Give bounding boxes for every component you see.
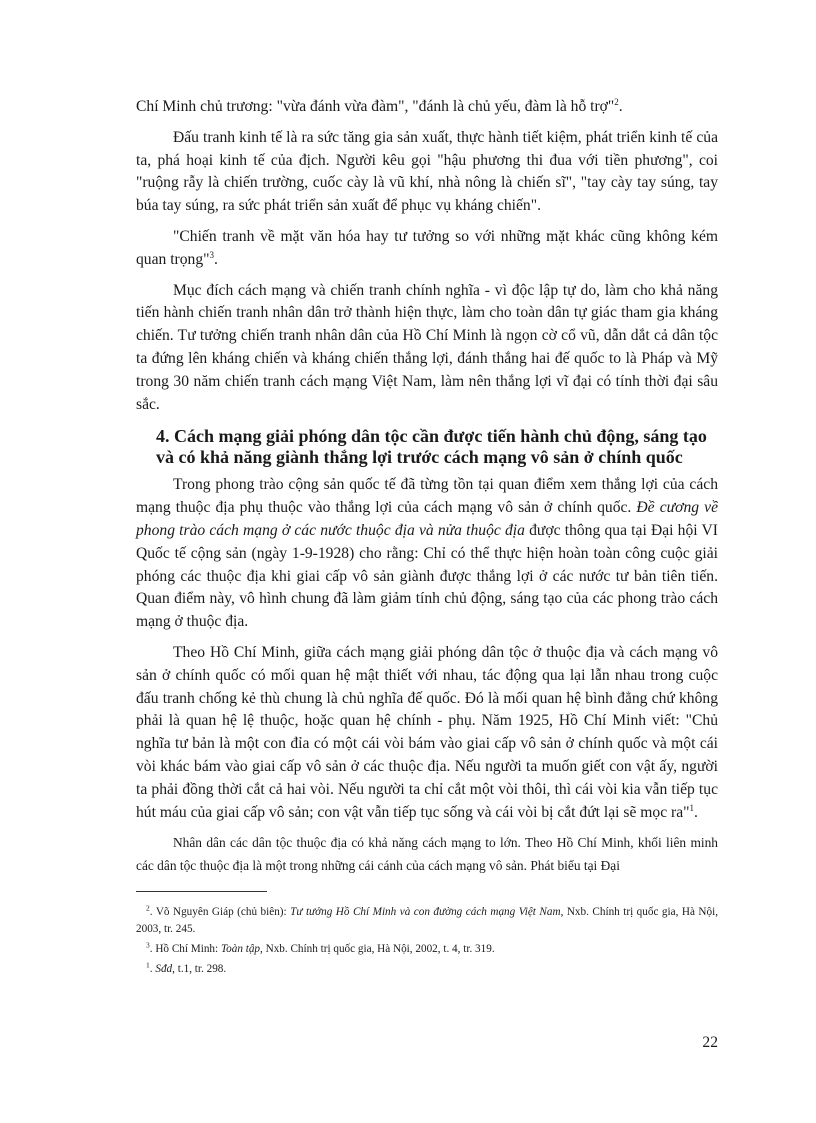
paragraph-5-text-b: được thông qua tại Đại hội VI Quốc tế cộng sản (ngày 1-9-1928) cho rằng: Chỉ có thể thực hiện hoàn toàn công cuộc giải phóng các thuộc địa khi giai cấp vô sản giành được thắng lợi ở các nước tư bản tiên tiến. Quan điểm này, vô hình chung đã làm giảm tính chủ động, sáng tạo của các phong trào cách mạng ở thuộc địa. (136, 521, 718, 631)
footnote-text: . Võ Nguyên Giáp (chủ biên): (149, 906, 291, 919)
footnote-2 (136, 904, 718, 938)
footnote-number: 2 (146, 903, 150, 913)
footnote-italic: Tư tưởng Hồ Chí Minh và con đường cách mạng Việt Nam (290, 906, 561, 919)
paragraph-2: Đấu tranh kinh tế là ra sức tăng gia sản xuất, thực hành tiết kiệm, phát triển kinh tế của ta, phá hoại kinh tế của địch. Người kêu gọi "hậu phương thi đua với tiền phương", coi "ruộng rẫy là chiến trường, cuốc cày là vũ khí, nhà nông là chiến sĩ", "tay cày tay súng, tay búa tay súng, ra sức phát triển sản xuất để phục vụ kháng chiến". (136, 128, 718, 215)
footnote-text: . Hồ Chí Minh: (149, 943, 221, 956)
footnote-number: 3 (146, 940, 150, 950)
footnote-3 (136, 941, 718, 958)
footnote-italic: Toàn tập (220, 943, 261, 956)
paragraph-6-end: . (694, 803, 698, 821)
paragraph-7: Nhân dân các dân tộc thuộc địa có khả năng cách mạng to lớn. Theo Hồ Chí Minh, khối liên minh các dân tộc thuộc địa là một trong những cái cánh của cách mạng vô sản. Phát biểu tại Đại (136, 835, 718, 873)
document-page (136, 96, 718, 981)
paragraph-5-text-a: Trong phong trào cộng sản quốc tế đã từng tồn tại quan điểm xem thắng lợi của cách mạng thuộc địa phụ thuộc vào thắng lợi của cách mạng vô sản ở chính quốc. (136, 476, 718, 517)
footnote-text: , Nxb. Chính trị quốc gia, Hà Nội, 2002, t. 4, tr. 319. (260, 943, 495, 956)
footnote-ref-2[interactable]: 2 (614, 96, 619, 107)
paragraph-3-end: . (214, 250, 218, 268)
footnote-divider (136, 891, 267, 892)
paragraph-5 (136, 474, 718, 634)
paragraph-1 (136, 96, 718, 119)
paragraph-6 (136, 642, 718, 824)
paragraph-3 (136, 226, 718, 272)
paragraph-3-text: "Chiến tranh về mặt văn hóa hay tư tưởng so với những mặt khác cũng không kém quan trọng" (136, 227, 718, 268)
footnote-number: 1 (146, 960, 150, 970)
paragraph-1-text: Chí Minh chủ trương: "vừa đánh vừa đàm", "đánh là chủ yếu, đàm là hỗ trợ" (136, 98, 615, 115)
footnote-ref-1[interactable]: 1 (689, 802, 694, 813)
footnote-text: . (149, 963, 156, 976)
paragraph-4: Mục đích cách mạng và chiến tranh chính nghĩa - vì độc lập tự do, làm cho khả năng tiến hành chiến tranh nhân dân trở thành hiện thực, làm cho toàn dân tự giác tham gia kháng chiến. Tư tưởng chiến tranh nhân dân của Hồ Chí Minh là ngọn cờ cổ vũ, dẫn dắt cả dân tộc ta đứng lên kháng chiến và kháng chiến thắng lợi, đánh thắng hai đế quốc to là Pháp và Mỹ trong 30 năm chiến tranh cách mạng Việt Nam, làm nên thắng lợi vĩ đại có tính thời đại sâu sắc. (136, 281, 718, 413)
section-heading: 4. Cách mạng giải phóng dân tộc cần được tiến hành chủ động, sáng tạo và có khả năng giành thắng lợi trước cách mạng vô sản ở chính quốc (156, 426, 707, 468)
footnote-text: , Nxb. Chính trị quốc gia, Hà Nội, 2003, tr. 245. (136, 906, 718, 936)
paragraph-6-text: Theo Hồ Chí Minh, giữa cách mạng giải phóng dân tộc ở thuộc địa và cách mạng vô sản ở chính quốc có mối quan hệ mật thiết với nhau, tác động qua lại lẫn nhau trong cuộc đấu tranh chống kẻ thù chung là chủ nghĩa đế quốc. Đó là mối quan hệ bình đẳng chứ không phải là quan hệ lệ thuộc, hoặc quan hệ chính - phụ. Năm 1925, Hồ Chí Minh viết: "Chủ nghĩa tư bản là một con đỉa có một cái vòi bám vào giai cấp vô sản ở chính quốc và một cái vòi khác bám vào giai cấp vô sản ở các thuộc địa. Nếu người ta muốn giết con vật ấy, người ta phải đồng thời cắt cả hai vòi. Nếu người ta chỉ cắt một vòi thôi, thì cái vòi kia vẫn tiếp tục hút máu của giai cấp vô sản; con vật vẫn tiếp tục sống và cái vòi bị cắt đứt lại sẽ mọc ra" (136, 643, 718, 821)
footnote-italic: Sđd (155, 963, 173, 976)
footnote-ref-3[interactable]: 3 (209, 249, 214, 260)
footnote-text: , t.1, tr. 298. (172, 963, 227, 976)
footnote-1 (136, 961, 718, 978)
paragraph-5-italic-title: Đề cương về phong trào cách mạng ở các nước thuộc địa và nửa thuộc địa (136, 499, 718, 539)
paragraph-1-end: . (618, 98, 623, 115)
page-number: 22 (702, 1034, 718, 1051)
